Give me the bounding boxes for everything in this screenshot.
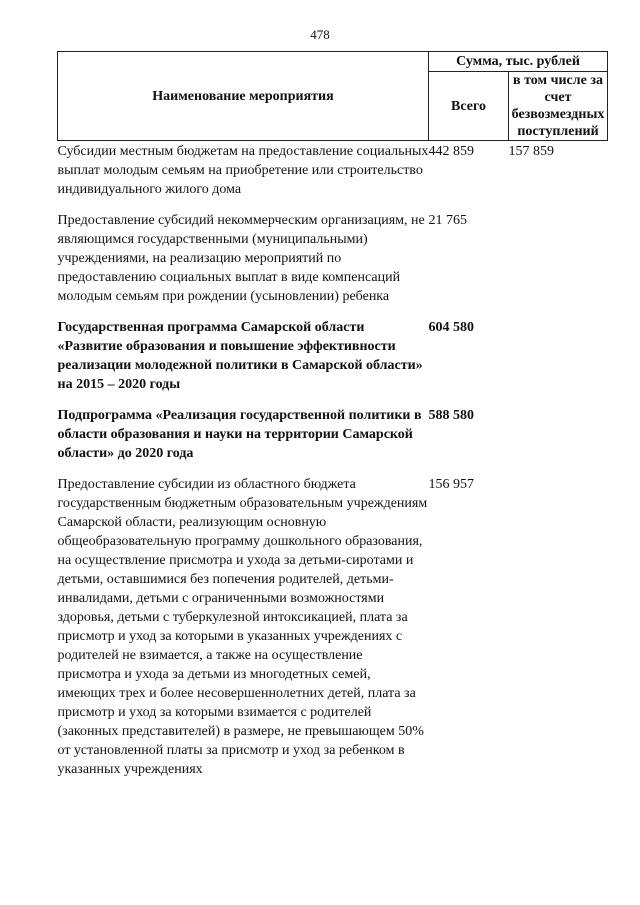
- header-total: Всего: [429, 72, 509, 141]
- table-row: [58, 463, 608, 779]
- row-name: Подпрограмма «Реализация государственной политики в области образования и науки на территории Самарской области» до 2020 года: [57, 408, 422, 461]
- row-free: [509, 394, 608, 463]
- row-total: 588 580: [428, 408, 474, 423]
- row-free: [509, 463, 608, 779]
- table-row: [58, 141, 608, 200]
- table-row: [58, 306, 608, 394]
- header-free: в том числе за счет безвозмездных поступлений: [509, 72, 608, 141]
- header-name: Наименование мероприятия: [58, 52, 429, 141]
- row-total: 21 765: [428, 213, 467, 228]
- table-row: [58, 394, 608, 463]
- row-free: [509, 199, 608, 306]
- table-body: [58, 141, 608, 780]
- row-name: Субсидии местным бюджетам на предоставление социальных выплат молодым семьям на приобретение или строительство индивидуального жилого дома: [57, 144, 429, 197]
- table-header: [58, 52, 608, 141]
- table-row: [58, 199, 608, 306]
- row-total: 604 580: [428, 320, 474, 335]
- header-sum: Сумма, тыс. рублей: [429, 52, 608, 72]
- row-total: 442 859: [428, 144, 474, 159]
- row-name: Государственная программа Самарской области «Развитие образования и повышение эффективности реализации молодежной политики в Самарской области» на 2015 – 2020 годы: [57, 320, 423, 392]
- row-free: 157 859: [508, 144, 554, 159]
- row-name: Предоставление субсидий некоммерческим организациям, не являющимся государственными (муниципальными) учреждениями, на реализацию мероприятий по предоставлению социальных выплат в виде компенсаций молодым семьям при рождении (усыновлении) ребенка: [57, 213, 425, 304]
- page-number: 478: [310, 27, 330, 42]
- budget-table: [57, 51, 608, 779]
- row-name: Предоставление субсидии из областного бюджета государственным бюджетным образовательным учреждениям Самарской области, реализующим основную общеобразовательную программу дошкольного образования, на осуществление присмотра и ухода за детьми-сиротами и детьми, оставшимися без попечения родителей, детьми-инвалидами, детьми с ограниченными возможностями здоровья, детьми с туберкулезной интоксикацией, плата за присмотр и уход за которыми в указанных учреждениях с родителей не взимается, а также на осуществление присмотра и ухода за детьми из многодетных семей, имеющих трех и более несовершеннолетних детей, плата за присмотр и уход за которыми взимается с родителей (законных представителей) в размере, не превышающем 50% от установленной платы за присмотр и уход за ребенком в указанных учреждениях: [57, 477, 428, 777]
- row-free: [509, 306, 608, 394]
- row-total: 156 957: [428, 477, 474, 492]
